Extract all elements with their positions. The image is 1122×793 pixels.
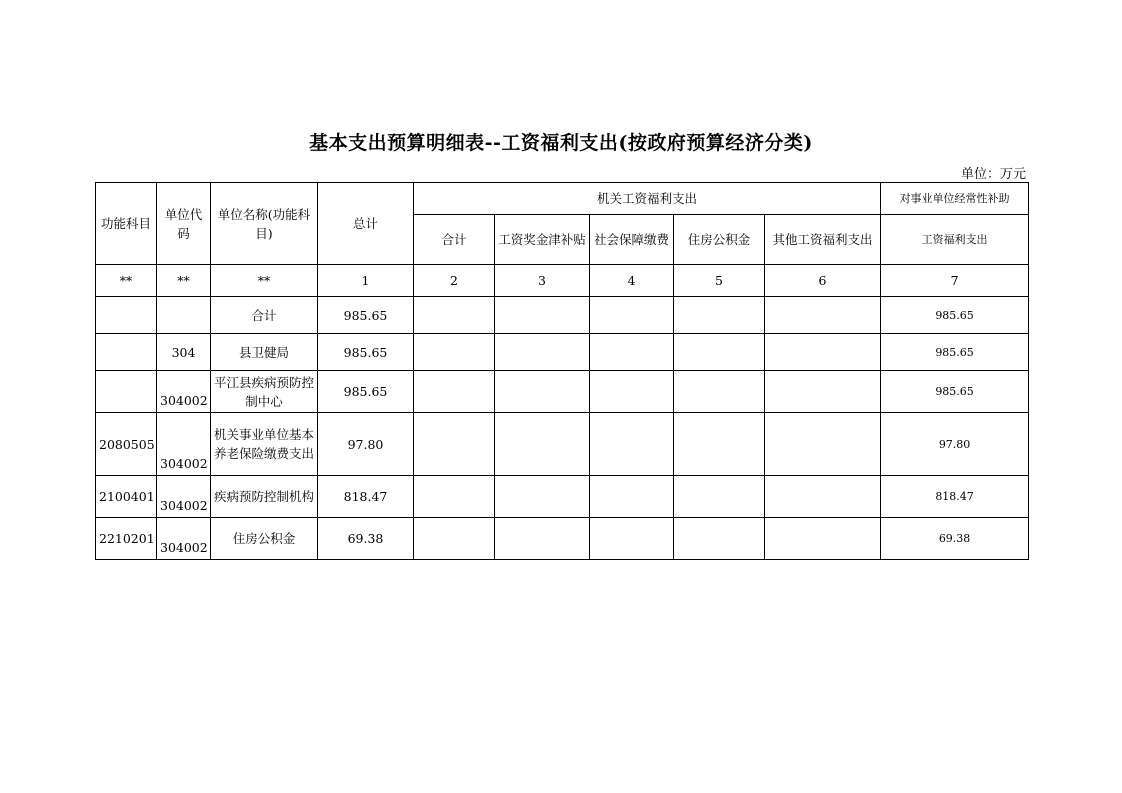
value-cell: [674, 297, 765, 334]
header-org-col: 社会保障缴费: [590, 215, 674, 265]
code-cell: [157, 297, 211, 334]
value-cell: [495, 297, 590, 334]
header-org-group: 机关工资福利支出: [414, 183, 881, 215]
value-cell: [414, 371, 495, 413]
value-cell: [765, 297, 881, 334]
func-cell: [96, 371, 157, 413]
value-cell: [765, 476, 881, 518]
header-org-col: 工资奖金津补贴: [495, 215, 590, 265]
func-cell: 2100401: [96, 476, 157, 518]
value-cell: [590, 371, 674, 413]
value-cell: [674, 518, 765, 560]
header-unit-name: 单位名称(功能科目): [211, 183, 318, 265]
index-cell: 4: [590, 265, 674, 297]
value-cell: [765, 334, 881, 371]
header-org-col: 合计: [414, 215, 495, 265]
code-cell: 304002: [157, 476, 211, 518]
value-cell: [590, 334, 674, 371]
value-cell: [674, 413, 765, 476]
name-cell: 疾病预防控制机构: [211, 476, 318, 518]
subsidy-cell: 985.65: [881, 297, 1029, 334]
total-cell: 985.65: [318, 371, 414, 413]
index-cell: **: [211, 265, 318, 297]
total-cell: 985.65: [318, 297, 414, 334]
table-row: [96, 297, 1029, 334]
value-cell: [765, 371, 881, 413]
value-cell: [590, 413, 674, 476]
page-title: 基本支出预算明细表--工资福利支出(按政府预算经济分类): [309, 132, 813, 154]
table-row: [96, 476, 1029, 518]
value-cell: [590, 518, 674, 560]
total-cell: 985.65: [318, 334, 414, 371]
header-org-col: 住房公积金: [674, 215, 765, 265]
name-cell: 合计: [211, 297, 318, 334]
value-cell: [495, 476, 590, 518]
value-cell: [414, 297, 495, 334]
index-cell: **: [157, 265, 211, 297]
name-cell: 平江县疾病预防控制中心: [211, 371, 318, 413]
subsidy-cell: 69.38: [881, 518, 1029, 560]
subsidy-cell: 818.47: [881, 476, 1029, 518]
table-row: [96, 413, 1029, 476]
value-cell: [414, 334, 495, 371]
func-cell: 2080505: [96, 413, 157, 476]
index-cell: 3: [495, 265, 590, 297]
header-unit-code: 单位代码: [157, 183, 211, 265]
value-cell: [674, 371, 765, 413]
budget-table: [95, 182, 1029, 560]
unit-label: 单位：万元: [960, 167, 1026, 182]
value-cell: [414, 518, 495, 560]
total-cell: 818.47: [318, 476, 414, 518]
value-cell: [495, 413, 590, 476]
header-total: 总计: [318, 183, 414, 265]
code-cell: 304002: [157, 413, 211, 476]
value-cell: [765, 413, 881, 476]
index-cell: 6: [765, 265, 881, 297]
table-row: [96, 334, 1029, 371]
header-subsidy-col: 工资福利支出: [881, 215, 1029, 265]
subsidy-cell: 985.65: [881, 371, 1029, 413]
total-cell: 97.80: [318, 413, 414, 476]
value-cell: [590, 476, 674, 518]
code-cell: 304002: [157, 371, 211, 413]
name-cell: 机关事业单位基本养老保险缴费支出: [211, 413, 318, 476]
value-cell: [495, 518, 590, 560]
value-cell: [495, 371, 590, 413]
value-cell: [765, 518, 881, 560]
index-cell: 5: [674, 265, 765, 297]
index-cell: 2: [414, 265, 495, 297]
subsidy-cell: 985.65: [881, 334, 1029, 371]
header-org-col: 其他工资福利支出: [765, 215, 881, 265]
func-cell: 2210201: [96, 518, 157, 560]
index-cell: 1: [318, 265, 414, 297]
func-cell: [96, 297, 157, 334]
value-cell: [495, 334, 590, 371]
name-cell: 县卫健局: [211, 334, 318, 371]
subsidy-cell: 97.80: [881, 413, 1029, 476]
func-cell: [96, 334, 157, 371]
code-cell: 304: [157, 334, 211, 371]
index-row: [96, 265, 1029, 297]
value-cell: [414, 476, 495, 518]
value-cell: [414, 413, 495, 476]
table-row: [96, 518, 1029, 560]
value-cell: [674, 476, 765, 518]
value-cell: [674, 334, 765, 371]
name-cell: 住房公积金: [211, 518, 318, 560]
value-cell: [590, 297, 674, 334]
total-cell: 69.38: [318, 518, 414, 560]
index-cell: **: [96, 265, 157, 297]
table-row: [96, 371, 1029, 413]
header-func-subject: 功能科目: [96, 183, 157, 265]
code-cell: 304002: [157, 518, 211, 560]
index-cell: 7: [881, 265, 1029, 297]
header-subsidy-group: 对事业单位经常性补助: [881, 183, 1029, 215]
